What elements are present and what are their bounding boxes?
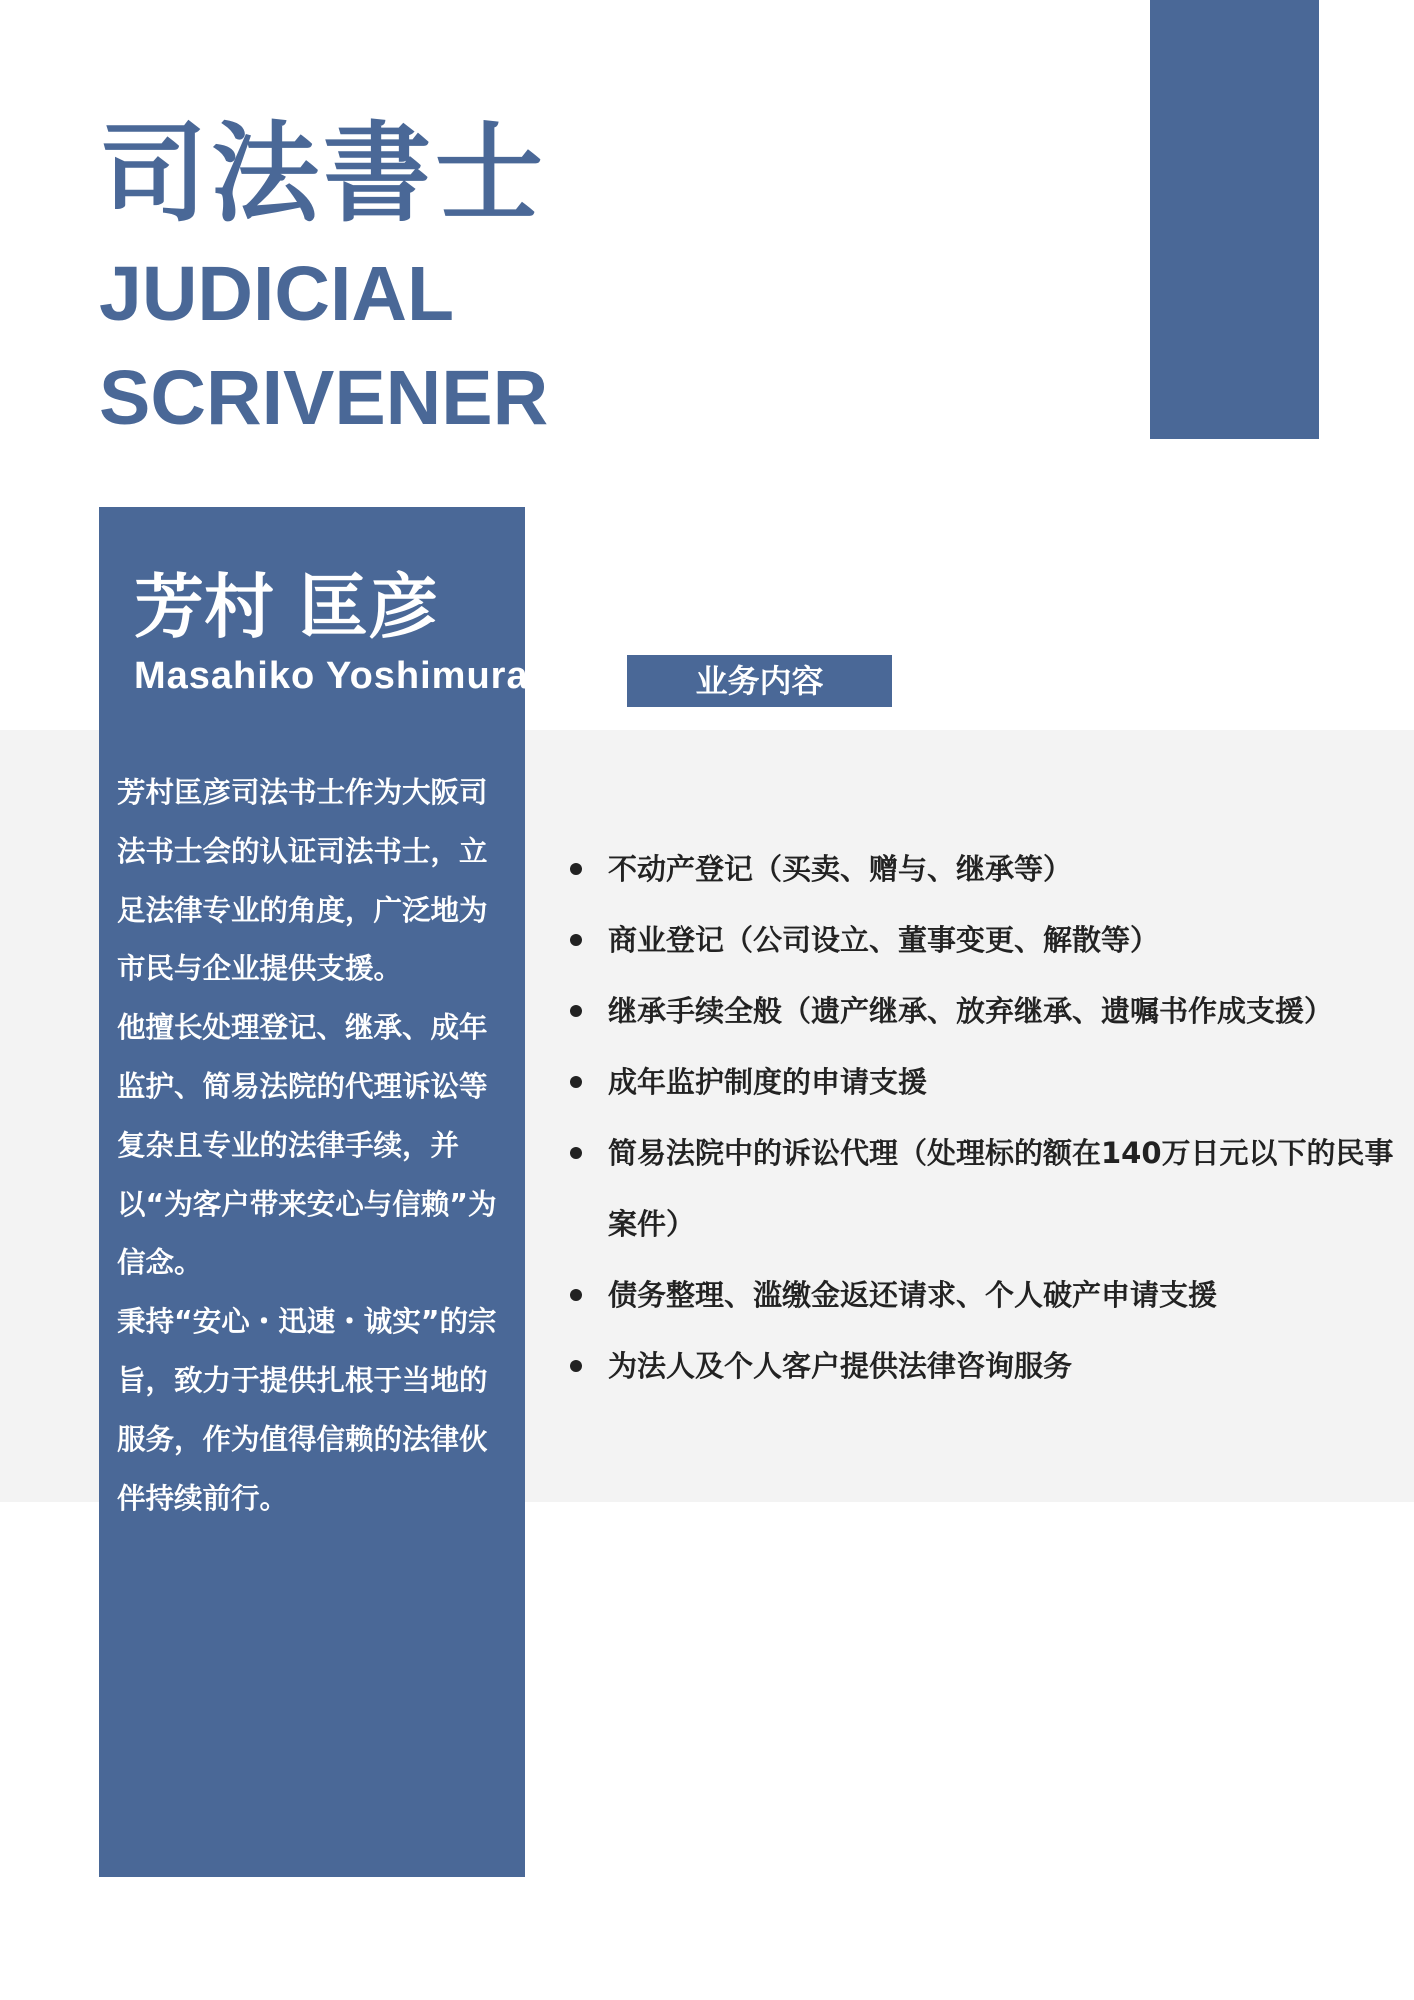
bullet-dot-icon <box>570 1147 582 1159</box>
bio-paragraph: 秉持“安心・迅速・诚实”的宗旨，致力于提供扎根于当地的服务，作为值得信赖的法律伙伴持续前行。 <box>117 1305 497 1515</box>
bullet-dot-icon <box>570 1005 582 1017</box>
service-item-label: 简易法院中的诉讼代理（处理标的额在140万日元以下的民事案件） <box>608 1136 1394 1241</box>
service-item <box>568 1260 1414 1331</box>
service-item <box>568 1118 1414 1260</box>
profile-panel <box>99 507 529 1877</box>
service-item-label: 债务整理、滥缴金返还请求、个人破产申请支援 <box>608 1278 1218 1312</box>
profile-name-japanese: 芳村 匡彦 <box>134 566 439 648</box>
services-heading: 业务内容 <box>627 655 892 707</box>
bullet-dot-icon <box>570 1360 582 1372</box>
page-title-english-line-1: JUDICIAL <box>99 251 455 337</box>
bullet-dot-icon <box>570 934 582 946</box>
service-item <box>568 976 1414 1047</box>
service-item-label: 为法人及个人客户提供法律咨询服务 <box>608 1349 1073 1383</box>
bio-paragraph: 他擅长处理登记、继承、成年监护、简易法院的代理诉讼等复杂且专业的法律手续，并以“为客户带来安心与信赖”为信念。 <box>117 1011 497 1280</box>
page-title-block <box>99 110 548 448</box>
service-item-label: 商业登记（公司设立、董事变更、解散等） <box>608 923 1160 957</box>
page-title-japanese: 司法書士 <box>99 112 548 237</box>
bullet-dot-icon <box>570 1076 582 1088</box>
service-item <box>568 1047 1414 1118</box>
service-item <box>568 834 1414 905</box>
decorative-blue-rectangle <box>1150 0 1319 439</box>
bullet-dot-icon <box>570 863 582 875</box>
page-title-english-line-2: SCRIVENER <box>99 355 549 441</box>
profile-bio <box>117 764 512 1528</box>
service-item-label: 继承手续全般（遗产继承、放弃继承、遗嘱书作成支援） <box>608 994 1334 1028</box>
profile-name-english: Masahiko Yoshimura <box>134 655 529 697</box>
bullet-dot-icon <box>570 1289 582 1301</box>
service-list <box>568 834 1414 1402</box>
service-item-label: 成年监护制度的申请支援 <box>608 1065 928 1099</box>
bio-paragraph: 芳村匡彦司法书士作为大阪司法书士会的认证司法书士，立足法律专业的角度，广泛地为市民与企业提供支援。 <box>117 776 488 986</box>
service-item <box>568 905 1414 976</box>
service-item <box>568 1331 1414 1402</box>
service-item-label: 不动产登记（买卖、赠与、继承等） <box>608 852 1073 886</box>
